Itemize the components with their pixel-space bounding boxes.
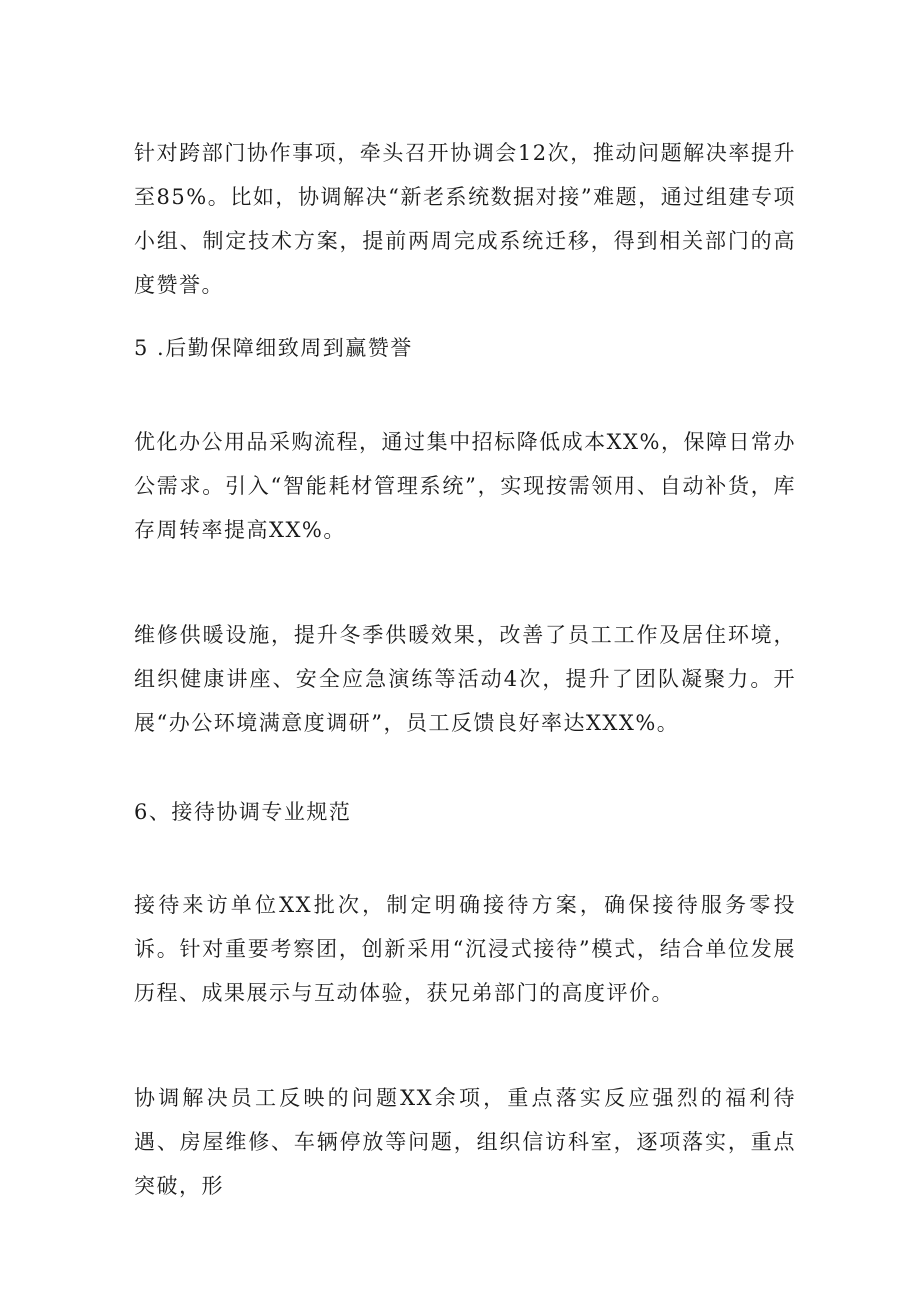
section-heading-logistics: 5 .后勤保障细致周到赢赞誉: [134, 336, 413, 360]
paragraph-employee-issues: 协调解决员工反映的问题XX余项，重点落实反应强烈的福利待遇、房屋维修、车辆停放等问题，组织信访科室，逐项落实，重点突破，形: [134, 1086, 796, 1198]
paragraph-reception: 接待来访单位XX批次，制定明确接待方案，确保接待服务零投诉。针对重要考察团，创新采用“沉浸式接待”模式，结合单位发展历程、成果展示与互动体验，获兄弟部门的高度评价。: [134, 893, 796, 1005]
section-heading-reception: 6、接待协调专业规范: [134, 800, 352, 824]
paragraph-cross-department: 针对跨部门协作事项，牵头召开协调会12次，推动问题解决率提升至85%。比如，协调解决“新老系统数据对接”难题，通过组建专项小组、制定技术方案，提前两周完成系统迁移，得到相关部门的高度赞誉。: [134, 141, 796, 297]
paragraph-procurement: 优化办公用品采购流程，通过集中招标降低成本XX%，保障日常办公需求。引入“智能耗材管理系统”，实现按需领用、自动补货，库存周转率提高XX%。: [134, 430, 796, 542]
paragraph-heating-maintenance: 维修供暖设施，提升冬季供暖效果，改善了员工工作及居住环境，组织健康讲座、安全应急演练等活动4次，提升了团队凝聚力。开展“办公环境满意度调研”，员工反馈良好率达XXX%。: [134, 623, 796, 735]
